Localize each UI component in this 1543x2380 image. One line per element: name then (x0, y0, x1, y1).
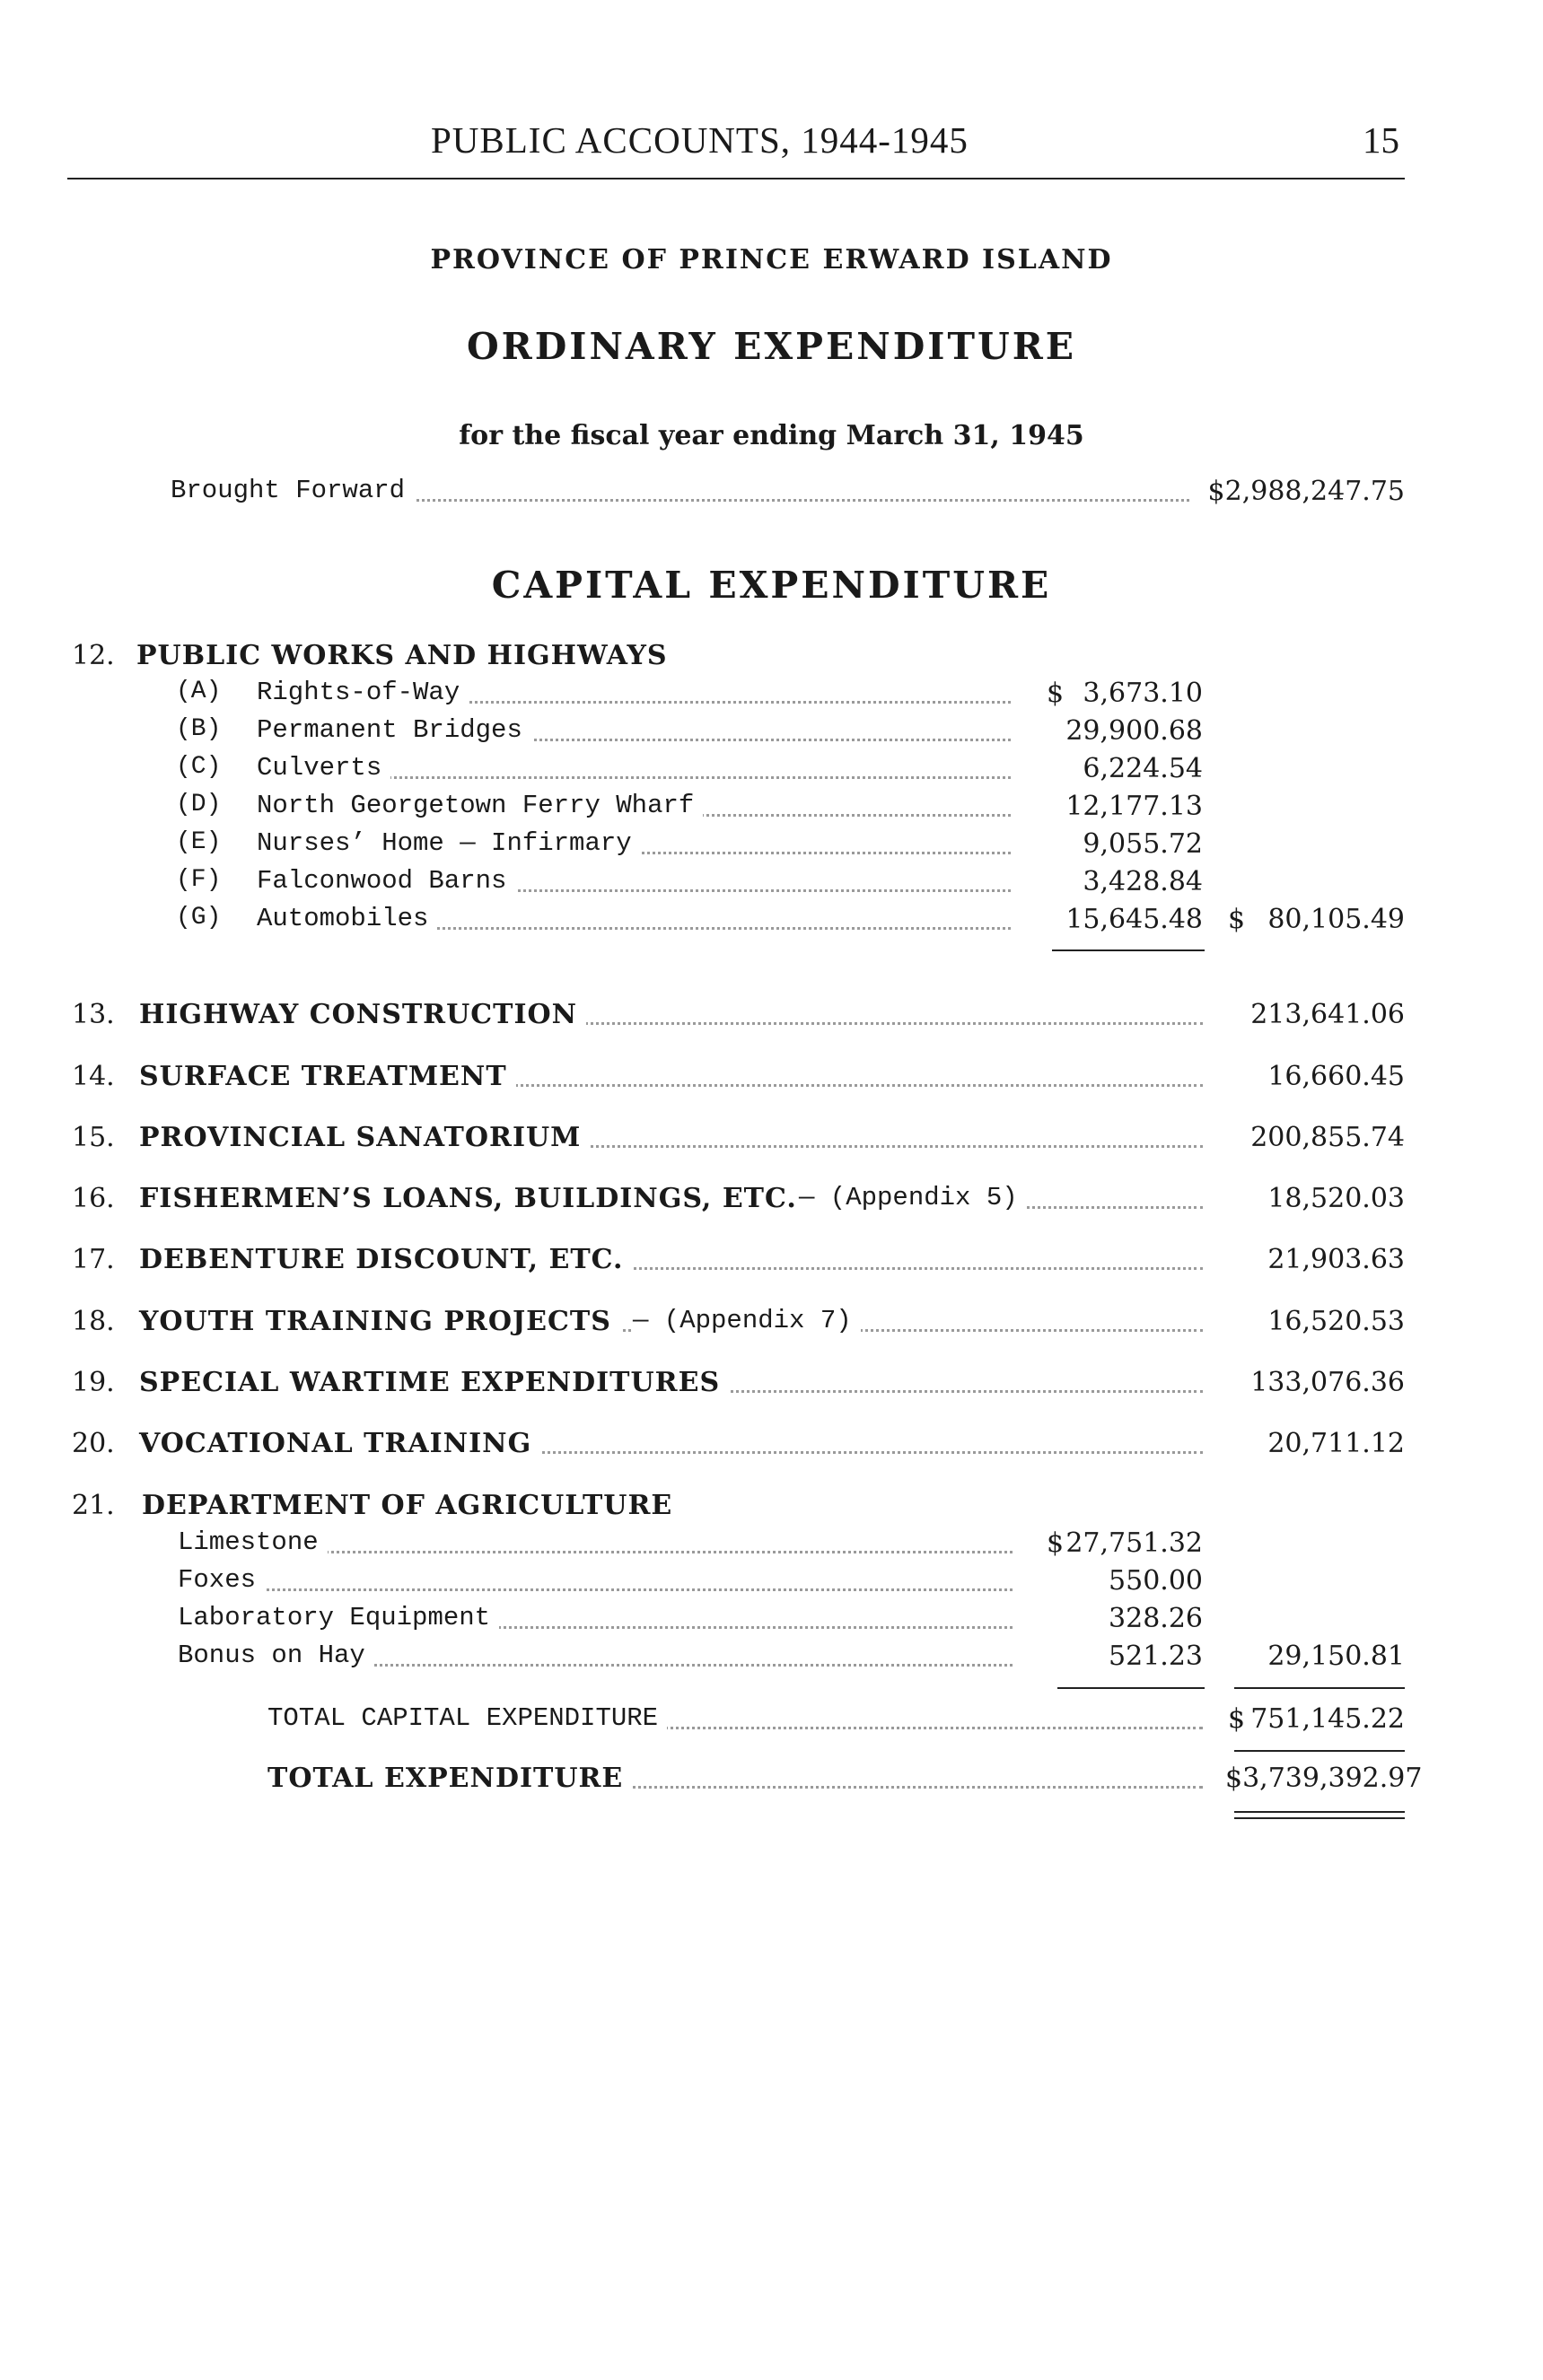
section-title: DEPARTMENT OF AGRICULTURE (142, 1490, 681, 1521)
item-label: Laboratory Equipment (178, 1603, 499, 1632)
line-item-row (0, 753, 1543, 789)
section-title: YOUTH TRAINING PROJECTS (139, 1306, 620, 1337)
section-row (0, 999, 1543, 1035)
dollar-sign: $ (1228, 904, 1246, 935)
section-amount: 213,641.06 (1250, 999, 1405, 1030)
section-number: 17. (72, 1244, 115, 1275)
section-row (0, 1306, 1543, 1342)
section-amount: 16,660.45 (1267, 1061, 1405, 1092)
line-item-row (0, 1641, 1543, 1676)
total-capital-amount: 751,145.22 (1250, 1703, 1405, 1735)
running-header-title: PUBLIC ACCOUNTS, 1944-1945 (431, 119, 969, 161)
section-number: 12. (72, 640, 115, 671)
item-label: Permanent Bridges (257, 715, 531, 745)
total-expenditure-row (0, 1763, 1543, 1798)
dollar-sign: $ (1047, 1527, 1065, 1559)
section-row (0, 1183, 1543, 1219)
province-heading: PROVINCE OF PRINCE ERWARD ISLAND (430, 244, 1113, 276)
line-item-row (0, 1527, 1543, 1563)
item-amount: 550.00 (1109, 1565, 1203, 1597)
section-number: 16. (72, 1183, 115, 1214)
dollar-sign: $ (1047, 678, 1065, 709)
line-item-row (0, 1565, 1543, 1601)
item-label: Culverts (257, 753, 390, 783)
capital-expenditure-heading: CAPITAL EXPENDITURE (491, 564, 1052, 607)
section-amount: 21,903.63 (1267, 1244, 1405, 1275)
final-rule-top (1234, 1811, 1405, 1813)
section-title: SPECIAL WARTIME EXPENDITURES (139, 1367, 729, 1398)
fiscal-year-line: for the fiscal year ending March 31, 1945 (459, 420, 1084, 451)
section-title: PROVINCIAL SANATORIUM (139, 1122, 590, 1153)
page-number: 15 (1363, 119, 1399, 161)
section-total: 29,150.81 (1267, 1641, 1405, 1672)
item-amount: 3,428.84 (1083, 866, 1203, 897)
item-label: Rights-of-Way (257, 678, 469, 707)
section-amount: 133,076.36 (1250, 1367, 1405, 1398)
section-title: SURFACE TREATMENT (139, 1061, 516, 1092)
item-label: North Georgetown Ferry Wharf (257, 791, 703, 820)
item-label: Falconwood Barns (257, 866, 515, 896)
item-label: Bonus on Hay (178, 1641, 374, 1670)
item-amount: 9,055.72 (1083, 828, 1203, 860)
item-amount: 29,900.68 (1065, 715, 1203, 747)
line-item-row (0, 678, 1543, 713)
item-amount: 3,673.10 (1083, 678, 1203, 709)
section-number: 19. (72, 1367, 115, 1398)
item-letter: (A) (176, 678, 222, 705)
appendix-reference: — (Appendix 7) (633, 1306, 861, 1335)
line-item-row (0, 715, 1543, 751)
subtotal-rule (1057, 1687, 1205, 1689)
total-capital-label: TOTAL CAPITAL EXPENDITURE (267, 1703, 667, 1733)
section-row (0, 1367, 1543, 1403)
section-row (0, 1061, 1543, 1097)
total-expenditure-amount: $3,739,392.97 (1225, 1763, 1423, 1794)
section-title: HIGHWAY CONSTRUCTION (139, 999, 586, 1030)
dollar-sign: $ (1228, 1703, 1246, 1735)
brought-forward-row (0, 476, 1543, 512)
section-row (0, 1428, 1543, 1464)
item-amount: 27,751.32 (1065, 1527, 1203, 1559)
item-amount: 328.26 (1109, 1603, 1203, 1634)
section-number: 20. (72, 1428, 115, 1459)
item-label: Foxes (178, 1565, 265, 1595)
line-item-row (0, 828, 1543, 864)
item-label: Limestone (178, 1527, 328, 1557)
section-row (0, 640, 1543, 676)
total-expenditure-label: TOTAL EXPENDITURE (267, 1763, 632, 1794)
section-total: 80,105.49 (1267, 904, 1405, 935)
section-number: 18. (72, 1306, 115, 1337)
section-title: PUBLIC WORKS AND HIGHWAYS (136, 640, 677, 671)
item-letter: (E) (176, 828, 222, 856)
final-rule-bottom (1234, 1817, 1405, 1819)
total-capital-row (0, 1703, 1543, 1739)
section-row (0, 1244, 1543, 1280)
section-number: 21. (72, 1490, 115, 1521)
section-title: FISHERMEN’S LOANS, BUILDINGS, ETC. (139, 1183, 806, 1214)
total-rule (1234, 1687, 1405, 1689)
item-amount: 6,224.54 (1083, 753, 1203, 784)
section-amount: 16,520.53 (1267, 1306, 1405, 1337)
item-letter: (C) (176, 753, 222, 781)
section-title: DEBENTURE DISCOUNT, ETC. (139, 1244, 632, 1275)
item-amount: 15,645.48 (1065, 904, 1203, 935)
item-letter: (G) (176, 904, 222, 932)
item-amount: 521.23 (1109, 1641, 1203, 1672)
section-number: 15. (72, 1122, 115, 1153)
section-row (0, 1122, 1543, 1158)
document-title: ORDINARY EXPENDITURE (466, 325, 1077, 368)
brought-forward-amount: $2,988,247.75 (1207, 476, 1405, 507)
total-rule (1234, 1750, 1405, 1752)
section-row (0, 1490, 1543, 1526)
line-item-row (0, 1603, 1543, 1639)
section-number: 14. (72, 1061, 115, 1092)
line-item-row (0, 904, 1543, 940)
section-title: VOCATIONAL TRAINING (139, 1428, 540, 1459)
subtotal-rule (1052, 949, 1205, 951)
item-letter: (B) (176, 715, 222, 743)
item-amount: 12,177.13 (1065, 791, 1203, 822)
appendix-reference: — (Appendix 5) (799, 1183, 1027, 1212)
section-amount: 200,855.74 (1250, 1122, 1405, 1153)
line-item-row (0, 791, 1543, 827)
section-amount: 18,520.03 (1267, 1183, 1405, 1214)
item-letter: (F) (176, 866, 222, 894)
header-rule (67, 178, 1405, 179)
section-amount: 20,711.12 (1267, 1428, 1405, 1459)
brought-forward-label: Brought Forward (171, 476, 414, 505)
item-label: Nurses’ Home — Infirmary (257, 828, 641, 858)
section-number: 13. (72, 999, 115, 1030)
line-item-row (0, 866, 1543, 902)
dot-leader (187, 1588, 1013, 1591)
item-label: Automobiles (257, 904, 437, 933)
item-letter: (D) (176, 791, 222, 818)
